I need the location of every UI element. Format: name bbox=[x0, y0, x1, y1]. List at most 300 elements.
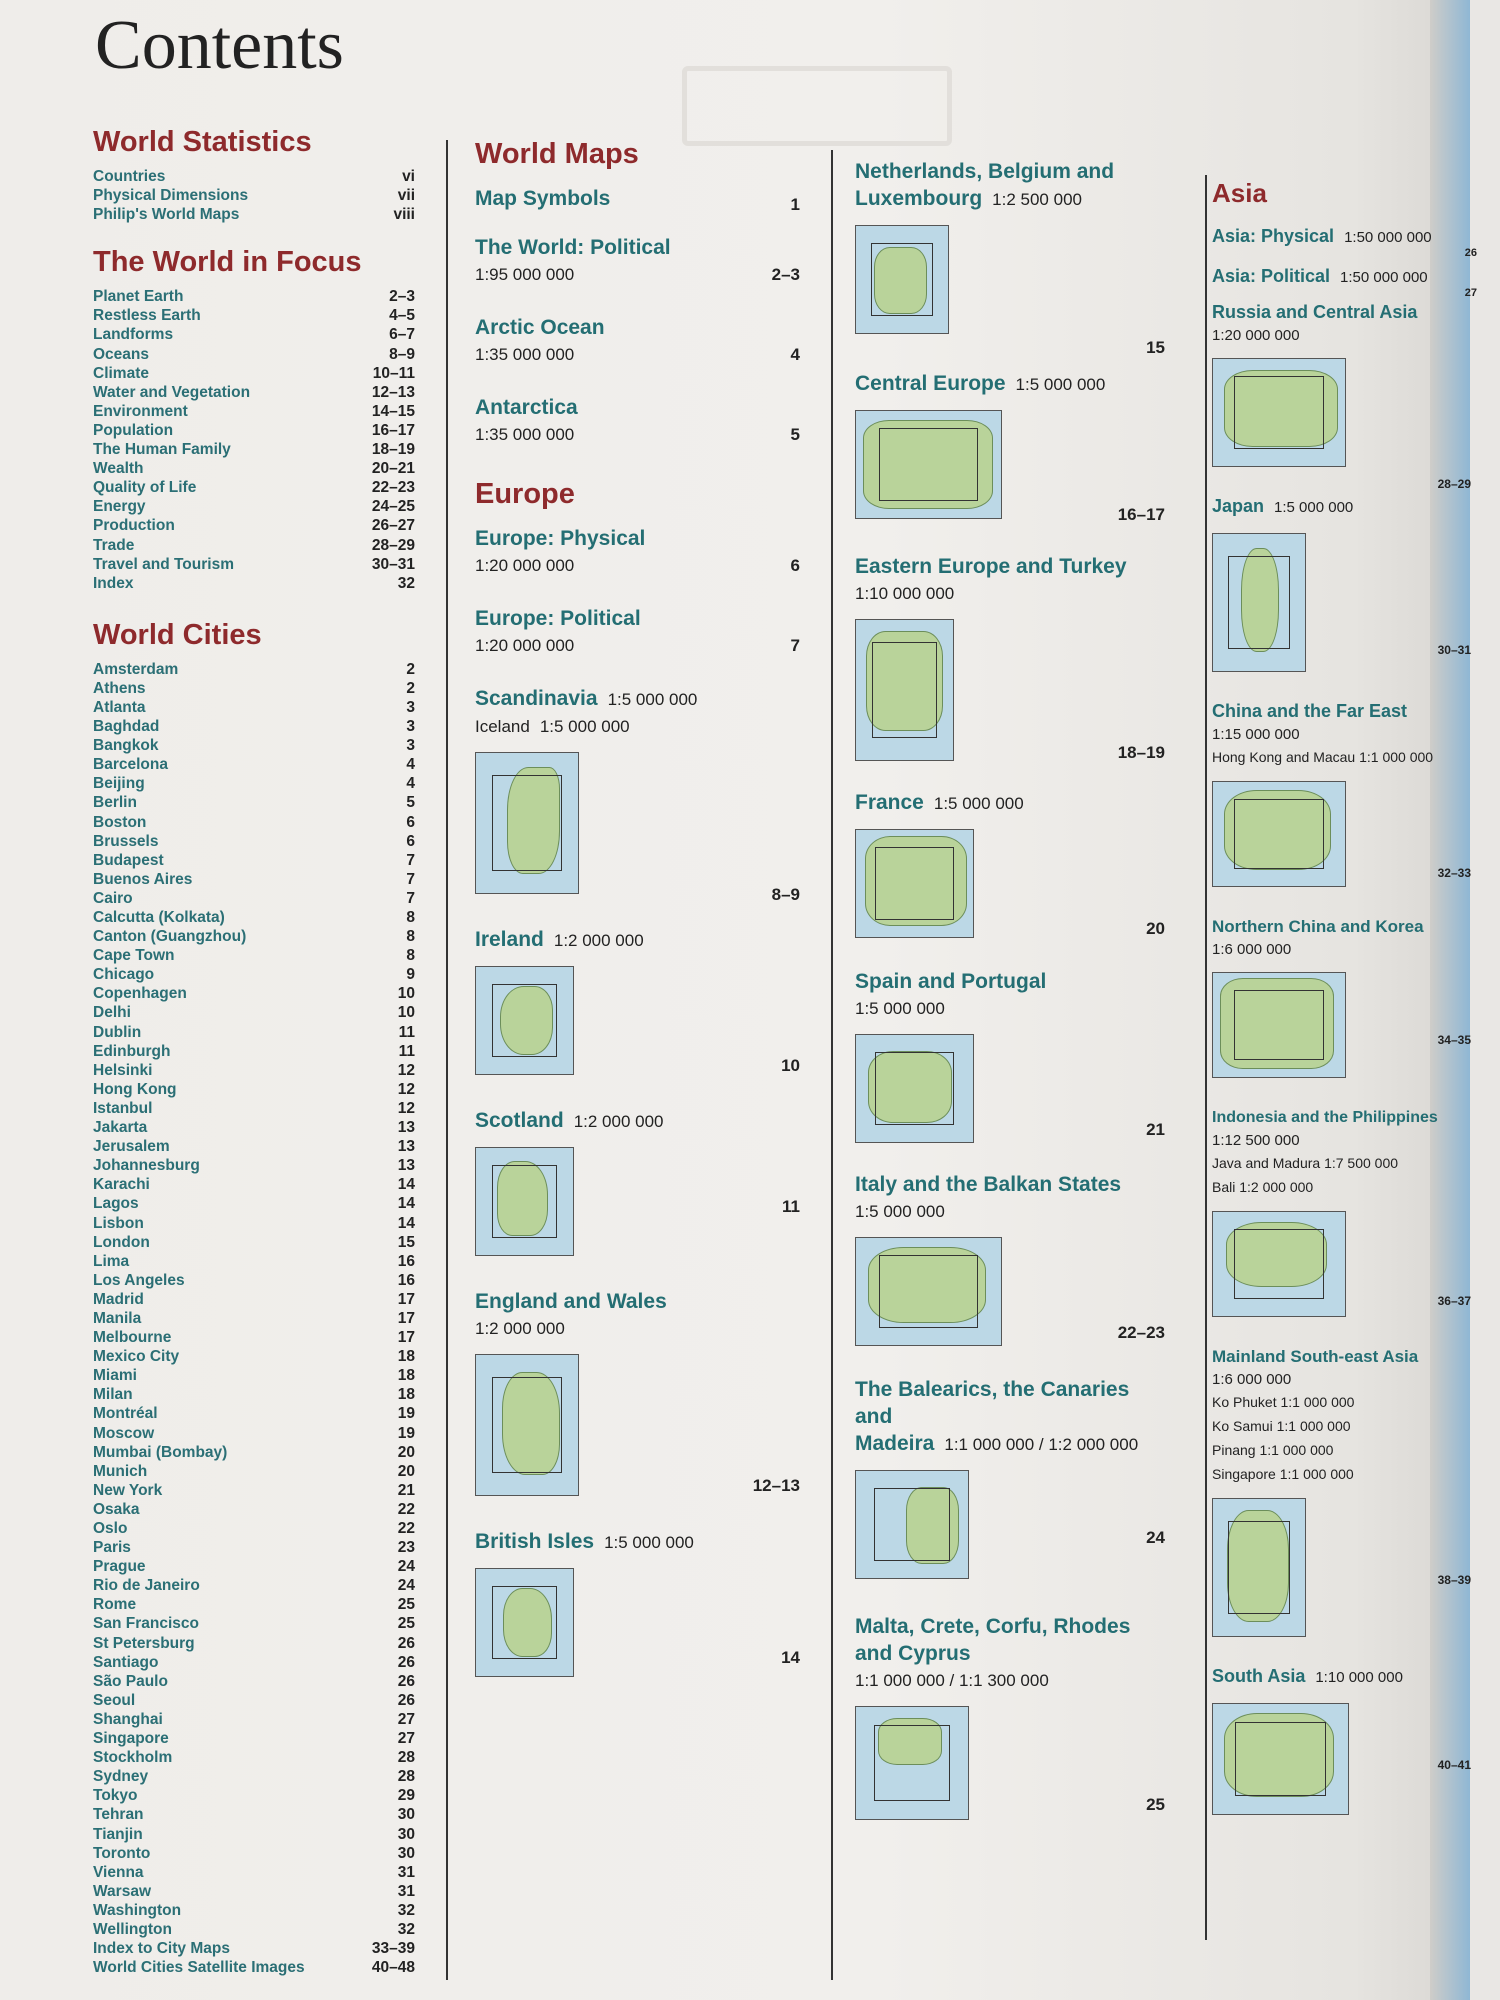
toc-list-item[interactable] bbox=[93, 660, 415, 679]
page-number: 26 bbox=[1464, 247, 1477, 259]
item-page: 12 bbox=[397, 1080, 415, 1098]
toc-entry[interactable] bbox=[855, 158, 1165, 357]
page-title: Contents bbox=[95, 7, 344, 84]
toc-list-item[interactable] bbox=[93, 1786, 415, 1805]
page-number: 40–41 bbox=[1437, 1758, 1471, 1772]
toc-entry[interactable] bbox=[475, 314, 800, 368]
toc-list-item[interactable] bbox=[93, 1214, 415, 1233]
toc-list-item[interactable] bbox=[93, 1385, 415, 1404]
toc-entry[interactable] bbox=[855, 789, 1165, 938]
toc-list-item[interactable] bbox=[93, 497, 415, 516]
item-label: Water and Vegetation bbox=[93, 383, 251, 401]
map-thumbnail[interactable] bbox=[475, 752, 579, 894]
item-page: 6 bbox=[406, 813, 415, 831]
toc-entry[interactable] bbox=[855, 553, 1165, 761]
section-heading: Europe bbox=[475, 478, 575, 510]
toc-list-item[interactable] bbox=[93, 306, 415, 325]
page-number: 5 bbox=[790, 425, 800, 444]
toc-list-item[interactable] bbox=[93, 1729, 415, 1748]
entry-title: Indonesia and the Philippines bbox=[1212, 1109, 1438, 1126]
item-label: Baghdad bbox=[93, 718, 160, 736]
item-page: vii bbox=[397, 187, 415, 205]
toc-entry[interactable] bbox=[1212, 223, 1477, 259]
page-number: 14 bbox=[781, 1648, 800, 1667]
toc-entry[interactable] bbox=[1212, 698, 1471, 887]
page-number: 32–33 bbox=[1437, 866, 1471, 880]
item-page: 25 bbox=[397, 1615, 415, 1633]
item-label: Oslo bbox=[93, 1520, 128, 1537]
map-thumbnail[interactable] bbox=[475, 1354, 579, 1496]
item-label: Warsaw bbox=[93, 1882, 152, 1900]
item-label: Rome bbox=[93, 1596, 137, 1614]
item-label: Milan bbox=[93, 1386, 133, 1404]
entry-title: England and Wales bbox=[475, 1290, 667, 1313]
item-page: 24–25 bbox=[371, 498, 415, 516]
toc-list-item[interactable] bbox=[93, 1576, 415, 1595]
toc-list-item[interactable] bbox=[93, 984, 415, 1003]
toc-list-item[interactable] bbox=[93, 1233, 415, 1252]
item-label: Delhi bbox=[93, 1004, 131, 1022]
toc-entry[interactable] bbox=[855, 370, 1165, 524]
toc-list-item[interactable] bbox=[93, 1844, 415, 1863]
entry-title: and Cyprus bbox=[855, 1642, 971, 1665]
toc-list-item[interactable] bbox=[93, 1901, 415, 1920]
item-label: Physical Dimensions bbox=[93, 187, 249, 205]
toc-list-item[interactable] bbox=[93, 325, 415, 344]
page-number: 1 bbox=[790, 195, 800, 214]
toc-list-item[interactable] bbox=[93, 889, 415, 908]
toc-list-item[interactable] bbox=[93, 1137, 415, 1156]
toc-entry[interactable] bbox=[1212, 263, 1477, 299]
toc-list-item[interactable] bbox=[93, 1366, 415, 1385]
item-page: 11 bbox=[398, 1042, 415, 1060]
toc-list-item[interactable] bbox=[93, 774, 415, 793]
toc-entry[interactable] bbox=[475, 185, 800, 212]
map-scale: 1:15 000 000 bbox=[1212, 726, 1300, 743]
item-page: 26 bbox=[397, 1672, 415, 1690]
toc-list-item[interactable] bbox=[93, 736, 415, 755]
toc-list-item[interactable] bbox=[93, 383, 415, 402]
item-page: 33–39 bbox=[371, 1940, 415, 1958]
map-thumbnail[interactable] bbox=[1212, 1498, 1306, 1637]
toc-list-item[interactable] bbox=[93, 1194, 415, 1213]
map-scale: 1:10 000 000 bbox=[1315, 1669, 1403, 1686]
toc-entry[interactable] bbox=[475, 1528, 800, 1677]
item-page: 22–23 bbox=[371, 479, 415, 497]
item-label: Osaka bbox=[93, 1500, 140, 1518]
item-page: 16–17 bbox=[371, 421, 415, 439]
item-label: Helsinki bbox=[93, 1061, 153, 1079]
item-page: 13 bbox=[397, 1157, 415, 1175]
toc-list-item[interactable] bbox=[93, 287, 415, 306]
item-label: Hong Kong bbox=[93, 1080, 177, 1098]
toc-list-item[interactable] bbox=[93, 1500, 415, 1519]
toc-list-item[interactable] bbox=[93, 1156, 415, 1175]
item-page: 8 bbox=[406, 947, 415, 965]
item-page: 25 bbox=[397, 1596, 415, 1614]
page-number: 4 bbox=[790, 345, 800, 364]
toc-entry[interactable] bbox=[1212, 1663, 1471, 1815]
item-label: Washington bbox=[93, 1901, 182, 1919]
toc-list-item[interactable] bbox=[93, 1557, 415, 1576]
toc-list-item[interactable] bbox=[93, 927, 415, 946]
toc-entry[interactable] bbox=[475, 394, 800, 448]
toc-list-item[interactable] bbox=[93, 1309, 415, 1328]
toc-list-item[interactable] bbox=[93, 1424, 415, 1443]
map-scale: 1:35 000 000 bbox=[475, 425, 575, 444]
item-page: 24 bbox=[397, 1558, 415, 1576]
item-label: Barcelona bbox=[93, 756, 168, 774]
toc-list-item[interactable] bbox=[93, 1175, 415, 1194]
item-page: 6–7 bbox=[389, 326, 415, 344]
toc-entry[interactable] bbox=[855, 1613, 1165, 1820]
toc-list-item[interactable] bbox=[93, 1099, 415, 1118]
item-label: Chicago bbox=[93, 966, 155, 984]
item-label: Sydney bbox=[93, 1768, 149, 1786]
item-page: 32 bbox=[397, 1920, 415, 1938]
toc-list-item[interactable] bbox=[93, 345, 415, 364]
map-thumbnail[interactable] bbox=[475, 1568, 574, 1677]
item-page: 18 bbox=[397, 1348, 415, 1366]
item-label: Dublin bbox=[93, 1023, 142, 1041]
toc-list-item[interactable] bbox=[93, 1042, 415, 1061]
inset-map-label: Singapore 1:1 000 000 bbox=[1212, 1466, 1354, 1482]
toc-entry[interactable] bbox=[1212, 913, 1471, 1078]
map-thumbnail[interactable] bbox=[475, 966, 574, 1075]
entry-title: France bbox=[855, 791, 924, 814]
item-label: Rio de Janeiro bbox=[93, 1577, 200, 1595]
item-label: Johannesburg bbox=[93, 1157, 200, 1175]
toc-entry[interactable] bbox=[475, 1288, 800, 1496]
map-thumbnail[interactable] bbox=[855, 1706, 969, 1820]
item-label: Index to City Maps bbox=[93, 1940, 230, 1958]
item-page: 16 bbox=[397, 1252, 415, 1270]
toc-list-item[interactable] bbox=[93, 851, 415, 870]
item-page: 29 bbox=[397, 1787, 415, 1805]
map-scale: 1:5 000 000 bbox=[1015, 375, 1106, 394]
map-thumbnail[interactable] bbox=[855, 829, 974, 938]
toc-entry[interactable] bbox=[475, 525, 800, 579]
item-page: 30 bbox=[397, 1825, 415, 1843]
toc-list-item[interactable] bbox=[93, 1003, 415, 1022]
item-page: 5 bbox=[406, 794, 415, 812]
item-label: Tehran bbox=[93, 1806, 144, 1824]
toc-list-item[interactable] bbox=[93, 755, 415, 774]
toc-list-item[interactable] bbox=[93, 459, 415, 478]
item-page: 17 bbox=[397, 1309, 415, 1327]
item-label: Lima bbox=[93, 1252, 130, 1270]
toc-entry[interactable] bbox=[1212, 1343, 1471, 1637]
item-label: Trade bbox=[93, 536, 135, 554]
entry-title: Map Symbols bbox=[475, 187, 611, 210]
toc-list-item[interactable] bbox=[93, 1958, 415, 1977]
item-page: 2–3 bbox=[389, 288, 415, 306]
toc-list-item[interactable] bbox=[93, 717, 415, 736]
map-scale: 1:20 000 000 bbox=[475, 636, 575, 655]
map-scale: 1:5 000 000 bbox=[933, 794, 1024, 813]
map-scale: 1:20 000 000 bbox=[1212, 327, 1300, 344]
toc-list-item[interactable] bbox=[93, 1920, 415, 1939]
item-page: 4–5 bbox=[389, 307, 415, 325]
map-scale: 1:1 000 000 / 1:1 300 000 bbox=[855, 1671, 1049, 1690]
toc-list-item[interactable] bbox=[93, 1939, 415, 1958]
item-label: Wellington bbox=[93, 1920, 172, 1938]
item-label: Oceans bbox=[93, 345, 150, 363]
item-page: 17 bbox=[397, 1290, 415, 1308]
toc-list-item[interactable] bbox=[93, 1519, 415, 1538]
toc-list-item[interactable] bbox=[93, 555, 415, 574]
item-label: Berlin bbox=[93, 794, 137, 812]
map-thumbnail[interactable] bbox=[1212, 1211, 1346, 1317]
item-page: 19 bbox=[397, 1405, 415, 1423]
toc-list-item[interactable] bbox=[93, 1672, 415, 1691]
toc-list-item[interactable] bbox=[93, 421, 415, 440]
map-thumbnail[interactable] bbox=[855, 619, 954, 761]
item-page: 40–48 bbox=[371, 1959, 415, 1977]
toc-list-item[interactable] bbox=[93, 478, 415, 497]
toc-entry[interactable] bbox=[475, 1107, 800, 1256]
column-divider bbox=[446, 140, 448, 1980]
toc-list-item[interactable] bbox=[93, 1882, 415, 1901]
map-scale: 1:6 000 000 bbox=[1212, 1371, 1292, 1388]
toc-entry[interactable] bbox=[855, 1376, 1165, 1579]
toc-list-item[interactable] bbox=[93, 1462, 415, 1481]
toc-list-item[interactable] bbox=[93, 1080, 415, 1099]
entry-title: British Isles bbox=[475, 1530, 595, 1553]
toc-entry[interactable] bbox=[475, 234, 800, 288]
map-thumbnail[interactable] bbox=[855, 225, 949, 334]
entry-title: Scandinavia bbox=[475, 687, 598, 710]
item-label: Buenos Aires bbox=[93, 870, 193, 888]
entry-title: Antarctica bbox=[475, 396, 578, 419]
map-thumbnail[interactable] bbox=[855, 1470, 969, 1579]
toc-list-item[interactable] bbox=[93, 1710, 415, 1729]
toc-list-item[interactable] bbox=[93, 679, 415, 698]
section-heading: World Statistics bbox=[93, 126, 312, 158]
map-thumbnail[interactable] bbox=[855, 1034, 974, 1143]
entry-title: South Asia bbox=[1212, 1666, 1306, 1686]
entry-title: Central Europe bbox=[855, 372, 1006, 395]
item-page: 26 bbox=[397, 1634, 415, 1652]
item-page: 10–11 bbox=[372, 364, 415, 382]
section-heading: World Maps bbox=[475, 138, 639, 170]
item-page: 10 bbox=[397, 985, 415, 1003]
entry-title: Madeira bbox=[855, 1432, 935, 1455]
focus-list bbox=[93, 287, 415, 593]
map-thumbnail[interactable] bbox=[855, 1237, 1002, 1346]
item-label: Jerusalem bbox=[93, 1138, 170, 1156]
toc-list-item[interactable] bbox=[93, 574, 415, 593]
entry-title: Asia: Physical bbox=[1212, 226, 1335, 246]
toc-list-item[interactable] bbox=[93, 402, 415, 421]
item-label: San Francisco bbox=[93, 1615, 199, 1633]
item-page: 31 bbox=[397, 1882, 415, 1900]
item-page: 22 bbox=[397, 1500, 415, 1518]
item-label: Mumbai (Bombay) bbox=[93, 1443, 228, 1461]
item-page: 26–27 bbox=[371, 517, 415, 535]
item-label: World Cities Satellite Images bbox=[93, 1959, 305, 1977]
toc-list-item[interactable] bbox=[93, 1347, 415, 1366]
page-number: 12–13 bbox=[752, 1476, 800, 1495]
column-statistics bbox=[93, 126, 415, 1977]
toc-list-item[interactable] bbox=[93, 1748, 415, 1767]
toc-list-item[interactable] bbox=[93, 870, 415, 889]
item-page: 24 bbox=[397, 1577, 415, 1595]
item-page: 2 bbox=[406, 679, 415, 697]
toc-list-item[interactable] bbox=[93, 1118, 415, 1137]
item-page: 12–13 bbox=[371, 383, 415, 401]
toc-list-item[interactable] bbox=[93, 364, 415, 383]
toc-entry[interactable] bbox=[475, 926, 800, 1075]
toc-list-item[interactable] bbox=[93, 698, 415, 717]
toc-entry[interactable] bbox=[1212, 493, 1471, 672]
stats-list bbox=[93, 167, 415, 224]
toc-list-item[interactable] bbox=[93, 1481, 415, 1500]
toc-list-item[interactable] bbox=[93, 946, 415, 965]
toc-list-item[interactable] bbox=[93, 1863, 415, 1882]
toc-entry[interactable] bbox=[1212, 1104, 1471, 1317]
map-thumbnail[interactable] bbox=[475, 1147, 574, 1256]
section-heading: Asia bbox=[1212, 178, 1267, 208]
item-label: Shanghai bbox=[93, 1710, 163, 1728]
toc-list-item[interactable] bbox=[93, 965, 415, 984]
item-page: 28 bbox=[397, 1749, 415, 1767]
toc-list-item[interactable] bbox=[93, 813, 415, 832]
toc-list-item[interactable] bbox=[93, 1328, 415, 1347]
item-page: 32 bbox=[397, 574, 415, 592]
toc-entry[interactable] bbox=[855, 968, 1165, 1143]
entry-title: Scotland bbox=[475, 1109, 564, 1132]
column-europe-cont bbox=[855, 158, 1165, 1820]
item-label: Atlanta bbox=[93, 698, 146, 716]
toc-list-item[interactable] bbox=[93, 1538, 415, 1557]
map-thumbnail[interactable] bbox=[1212, 972, 1346, 1078]
map-thumbnail[interactable] bbox=[1212, 358, 1346, 467]
entry-title: Eastern Europe and Turkey bbox=[855, 555, 1127, 578]
toc-list-item[interactable] bbox=[93, 205, 415, 224]
item-label: New York bbox=[93, 1481, 163, 1499]
map-thumbnail[interactable] bbox=[1212, 781, 1346, 887]
entry-title: The World: Political bbox=[475, 236, 671, 259]
inset-map-label: Bali 1:2 000 000 bbox=[1212, 1179, 1314, 1195]
item-label: Beijing bbox=[93, 775, 145, 793]
item-page: 31 bbox=[397, 1863, 415, 1881]
toc-list-item[interactable] bbox=[93, 1595, 415, 1614]
toc-list-item[interactable] bbox=[93, 1404, 415, 1423]
toc-list-item[interactable] bbox=[93, 1825, 415, 1844]
map-scale: 1:2 000 000 bbox=[475, 1319, 565, 1338]
toc-list-item[interactable] bbox=[93, 516, 415, 535]
toc-list-item[interactable] bbox=[93, 1061, 415, 1080]
item-page: 7 bbox=[406, 889, 415, 907]
toc-list-item[interactable] bbox=[93, 1443, 415, 1462]
item-page: 22 bbox=[397, 1520, 415, 1537]
inset-map-label: Ko Phuket 1:1 000 000 bbox=[1212, 1394, 1355, 1410]
item-page: 14–15 bbox=[371, 402, 415, 420]
item-label: Athens bbox=[93, 679, 146, 697]
toc-list-item[interactable] bbox=[93, 186, 415, 205]
toc-list-item[interactable] bbox=[93, 1767, 415, 1786]
item-page: 26 bbox=[397, 1653, 415, 1671]
toc-list-item[interactable] bbox=[93, 1634, 415, 1653]
item-label: Melbourne bbox=[93, 1329, 172, 1347]
item-page: 7 bbox=[406, 851, 415, 869]
section-heading: World Cities bbox=[93, 618, 262, 651]
entry-title: Malta, Crete, Corfu, Rhodes bbox=[855, 1615, 1131, 1638]
entry-title: Japan bbox=[1212, 496, 1265, 516]
item-page: 13 bbox=[397, 1119, 415, 1137]
toc-list-item[interactable] bbox=[93, 1290, 415, 1309]
toc-list-item[interactable] bbox=[93, 832, 415, 851]
map-thumbnail[interactable] bbox=[1212, 533, 1306, 672]
page-number: 8–9 bbox=[771, 885, 800, 904]
toc-list-item[interactable] bbox=[93, 1252, 415, 1271]
map-scale: 1:50 000 000 bbox=[1344, 229, 1432, 246]
item-page: 10 bbox=[397, 1004, 415, 1022]
toc-entry[interactable] bbox=[1212, 299, 1471, 491]
map-thumbnail[interactable] bbox=[855, 410, 1002, 519]
toc-entry[interactable] bbox=[475, 605, 800, 659]
item-label: Miami bbox=[93, 1367, 137, 1385]
map-scale: 1:20 000 000 bbox=[475, 556, 575, 575]
item-label: Montréal bbox=[93, 1405, 158, 1423]
entry-title: Russia and Central Asia bbox=[1212, 302, 1418, 322]
toc-list-item[interactable] bbox=[93, 908, 415, 927]
item-label: Philip's World Maps bbox=[93, 206, 240, 224]
item-page: 18 bbox=[397, 1367, 415, 1385]
item-label: Moscow bbox=[93, 1424, 155, 1442]
item-label: Paris bbox=[93, 1539, 131, 1557]
item-label: Production bbox=[93, 517, 175, 535]
map-scale: 1:95 000 000 bbox=[475, 265, 575, 284]
toc-list-item[interactable] bbox=[93, 536, 415, 555]
item-label: Mexico City bbox=[93, 1348, 180, 1366]
toc-list-item[interactable] bbox=[93, 167, 415, 186]
item-label: Seoul bbox=[93, 1691, 136, 1709]
toc-entry[interactable] bbox=[855, 1171, 1165, 1346]
toc-entry[interactable] bbox=[475, 685, 800, 904]
toc-list-item[interactable] bbox=[93, 1271, 415, 1290]
item-label: Jakarta bbox=[93, 1119, 148, 1137]
item-label: Wealth bbox=[93, 460, 144, 478]
inset-map-label: Java and Madura 1:7 500 000 bbox=[1212, 1155, 1399, 1171]
toc-list-item[interactable] bbox=[93, 793, 415, 812]
item-page: 8 bbox=[406, 928, 415, 946]
item-label: Planet Earth bbox=[93, 288, 184, 306]
item-page: 12 bbox=[397, 1099, 415, 1117]
item-label: Toronto bbox=[93, 1844, 151, 1862]
toc-list-item[interactable] bbox=[93, 1805, 415, 1824]
toc-list-item[interactable] bbox=[93, 1691, 415, 1710]
toc-list-item[interactable] bbox=[93, 1023, 415, 1042]
item-page: 30 bbox=[397, 1844, 415, 1862]
entry-title: The Balearics, the Canaries and bbox=[855, 1378, 1130, 1428]
toc-list-item[interactable] bbox=[93, 1614, 415, 1633]
item-page: 20 bbox=[397, 1443, 415, 1461]
entry-title: Mainland South-east Asia bbox=[1212, 1347, 1419, 1366]
item-page: 27 bbox=[397, 1710, 415, 1728]
map-scale: 1:5 000 000 bbox=[855, 999, 945, 1018]
toc-list-item[interactable] bbox=[93, 440, 415, 459]
item-label: Boston bbox=[93, 813, 147, 831]
map-thumbnail[interactable] bbox=[1212, 1703, 1349, 1815]
item-page: 30 bbox=[397, 1806, 415, 1824]
entry-title: Netherlands, Belgium and bbox=[855, 160, 1115, 183]
item-page: 3 bbox=[406, 737, 415, 755]
item-label: Lagos bbox=[93, 1195, 139, 1213]
map-scale: 1:2 500 000 bbox=[992, 190, 1082, 209]
toc-list-item[interactable] bbox=[93, 1653, 415, 1672]
